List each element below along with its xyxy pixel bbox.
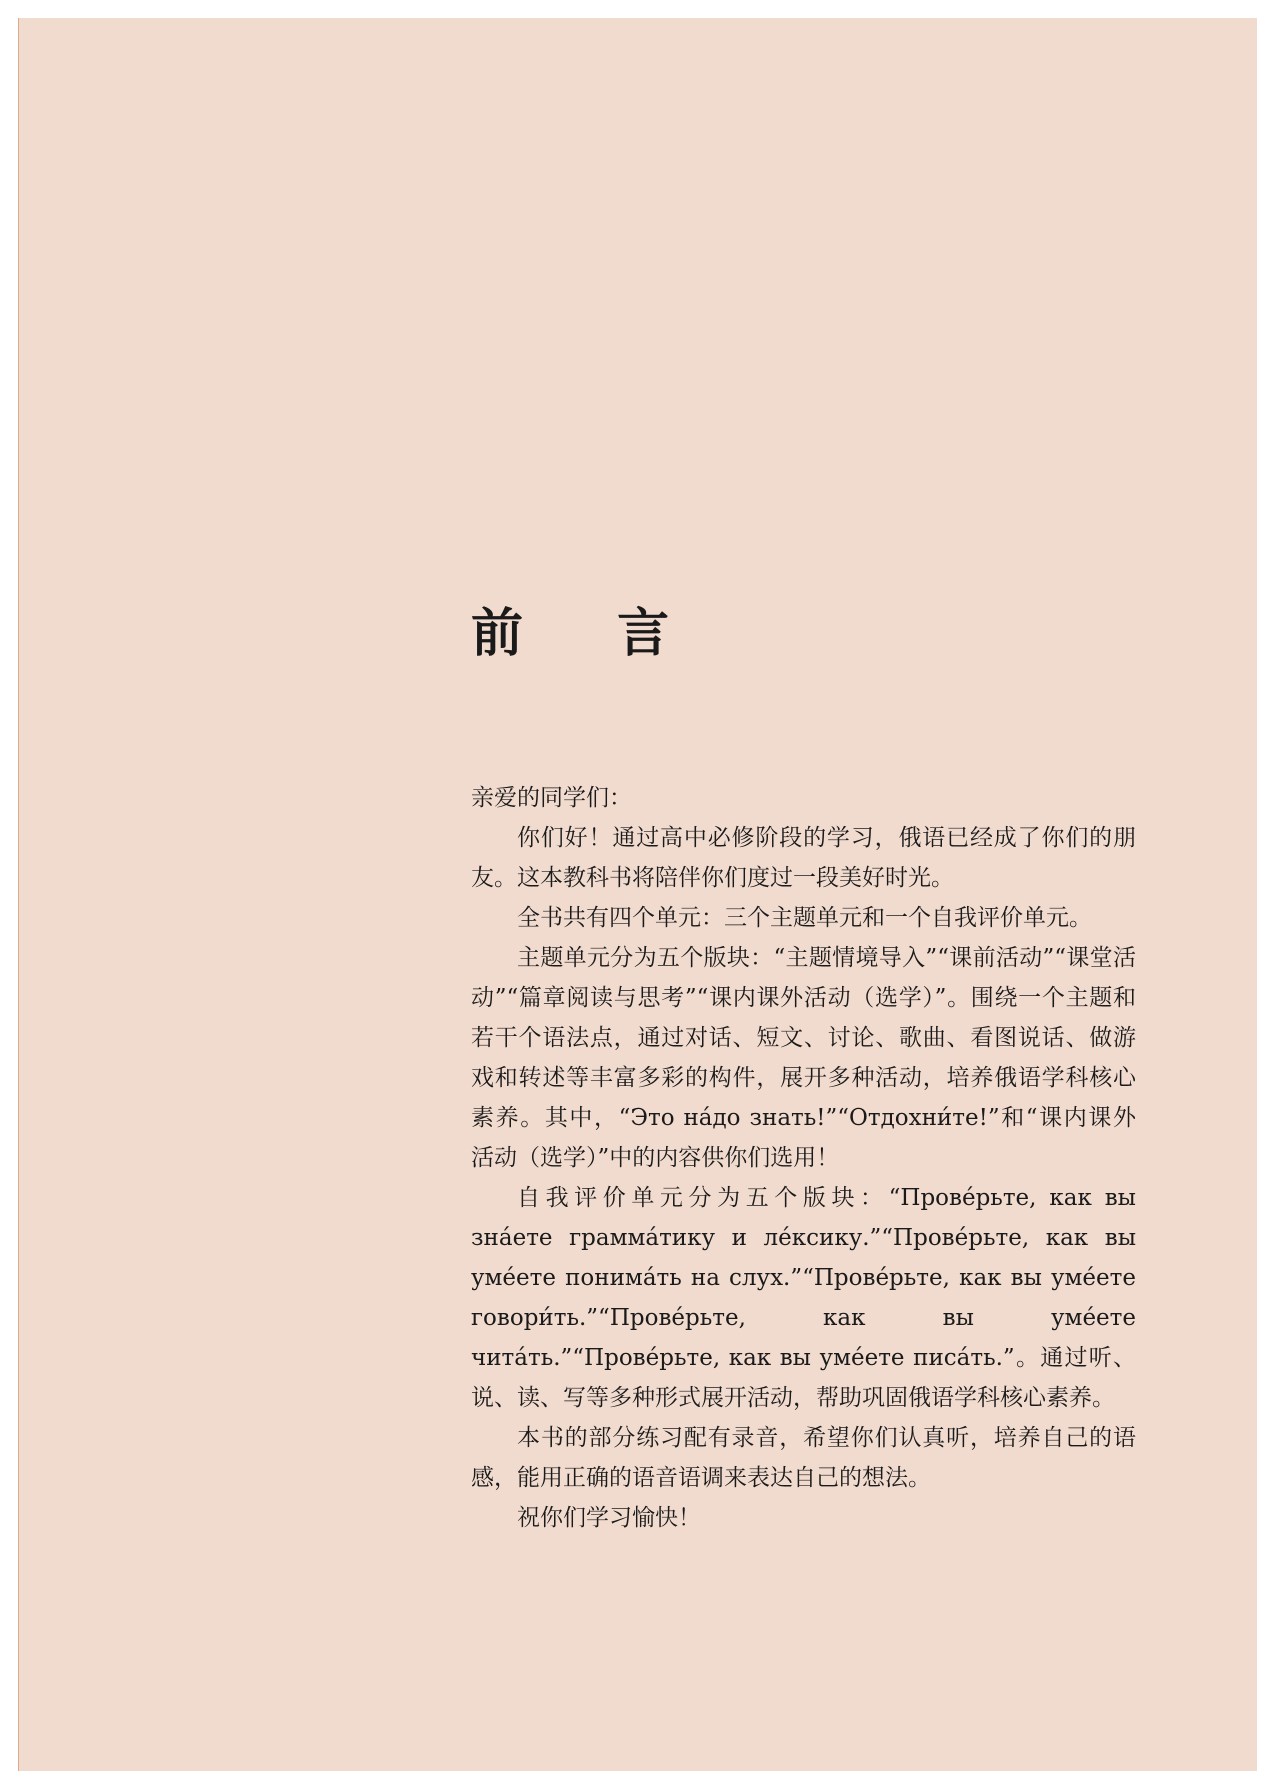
preface-body [471,778,1136,1538]
paragraph-5: 本书的部分练习配有录音，希望你们认真听，培养自己的语感，能用正确的语音语调来表达自己的想法。 [471,1425,1136,1491]
document-page [18,18,1257,1771]
paragraph-2: 全书共有四个单元：三个主题单元和一个自我评价单元。 [517,905,1092,931]
paragraph-6: 祝你们学习愉快！ [517,1505,701,1531]
greeting: 亲爱的同学们： [471,785,632,811]
paragraph-1: 你们好！通过高中必修阶段的学习，俄语已经成了你们的朋友。这本教科书将陪伴你们度过一段美好时光。 [471,825,1136,891]
page-title: 前 言 [471,603,708,664]
paragraph-4: 自我评价单元分为五个版块：“Прове́рьте, как вы зна́ете грамма́тику и ле́ксику.”“Прове́рьте, как вы уме́ете понима́ть на слух.”“Прове́рьте, как вы уме́ете говори́ть.”“Прове́рьте, как вы уме́ете чита́ть.”“Прове́рьте, как вы уме́ете писа́ть.”。通过听、说、读、写等多种形式展开活动，帮助巩固俄语学科核心素养。 [471,1185,1136,1411]
paragraph-3: 主题单元分为五个版块：“主题情境导入”“课前活动”“课堂活动”“篇章阅读与思考”“课内课外活动（选学）”。围绕一个主题和若干个语法点，通过对话、短文、讨论、歌曲、看图说话、做游戏和转述等丰富多彩的构件，展开多种活动，培养俄语学科核心素养。其中，“Это на́до знать!”“Отдохни́те!”和“课内课外活动（选学）”中的内容供你们选用！ [471,945,1136,1171]
